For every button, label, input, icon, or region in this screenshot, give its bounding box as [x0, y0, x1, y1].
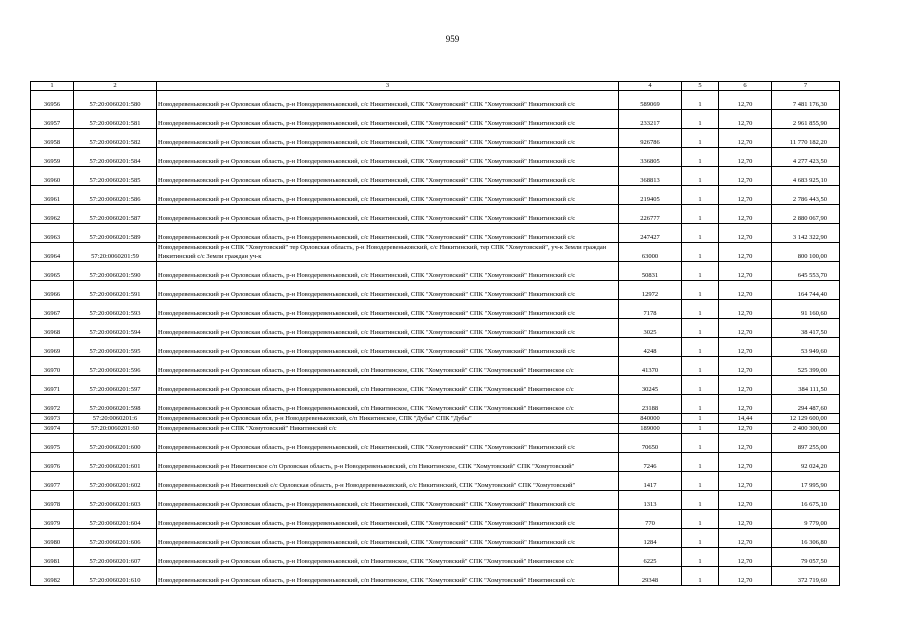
plot-area: 70650 — [619, 434, 682, 453]
table-row — [31, 491, 840, 510]
price-rate: 12,70 — [719, 376, 772, 395]
plot-count: 1 — [682, 529, 719, 548]
table-row — [31, 548, 840, 567]
row-number: 36965 — [31, 262, 74, 281]
price-rate: 12,70 — [719, 424, 772, 434]
row-number: 36980 — [31, 529, 74, 548]
table-row — [31, 453, 840, 472]
price-rate: 12,70 — [719, 395, 772, 414]
plot-area: 219405 — [619, 186, 682, 205]
row-number: 36971 — [31, 376, 74, 395]
table-row — [31, 281, 840, 300]
price-rate: 12,70 — [719, 167, 772, 186]
cadastral-number: 57:20:0060201:590 — [74, 262, 157, 281]
price-rate: 12,70 — [719, 224, 772, 243]
cadastral-value: 92 024,20 — [772, 453, 840, 472]
plot-area: 1284 — [619, 529, 682, 548]
table-row — [31, 338, 840, 357]
cadastral-number: 57:20:0060201:591 — [74, 281, 157, 300]
header-row — [31, 82, 840, 91]
price-rate: 12,70 — [719, 548, 772, 567]
plot-count: 1 — [682, 148, 719, 167]
table-row — [31, 224, 840, 243]
table-row — [31, 529, 840, 548]
plot-description: Новодеревеньковский р-н Орловская область, р-н Новодеревеньковский, с/с Никитинский, СПК "Хомутовский" СПК "Хомутовский" Никитинский с/с — [157, 167, 619, 186]
plot-description: Новодеревеньковский р-н Никитинское с/п Орловская область, р-н Новодеревеньковский, с/п Никитинское, СПК "Хомутовский" СПК "Хомутовский" — [157, 453, 619, 472]
cadastral-value: 800 100,00 — [772, 243, 840, 262]
price-rate: 12,70 — [719, 186, 772, 205]
plot-area: 63000 — [619, 243, 682, 262]
row-number: 36979 — [31, 510, 74, 529]
plot-count: 1 — [682, 472, 719, 491]
cadastral-number: 57:20:0060201:586 — [74, 186, 157, 205]
plot-count: 1 — [682, 205, 719, 224]
cadastral-value: 4 277 423,50 — [772, 148, 840, 167]
plot-description: Новодеревеньковский р-н СПК "Хомутовский" Никитинский с/с — [157, 424, 619, 434]
row-number: 36978 — [31, 491, 74, 510]
cadastral-number: 57:20:0060201:602 — [74, 472, 157, 491]
table-row — [31, 376, 840, 395]
cadastral-number: 57:20:0060201:60 — [74, 424, 157, 434]
cadastral-value: 4 683 925,10 — [772, 167, 840, 186]
cadastral-value: 9 779,00 — [772, 510, 840, 529]
row-number: 36974 — [31, 424, 74, 434]
price-rate: 12,70 — [719, 357, 772, 376]
price-rate: 12,70 — [719, 434, 772, 453]
row-number: 36970 — [31, 357, 74, 376]
plot-count: 1 — [682, 414, 719, 424]
plot-description: Новодеревеньковский р-н Орловская область, р-н Новодеревеньковский, с/с Никитинский, СПК "Хомутовский" СПК "Хомутовский" Никитинский с/с — [157, 148, 619, 167]
plot-count: 1 — [682, 567, 719, 586]
price-rate: 12,70 — [719, 491, 772, 510]
cadastral-value: 2 961 855,90 — [772, 110, 840, 129]
plot-count: 1 — [682, 110, 719, 129]
plot-description: Новодеревеньковский р-н Орловская область, р-н Новодеревеньковский, с/с Никитинский, СПК "Хомутовский" СПК "Хомутовский" Никитинский с/с — [157, 129, 619, 148]
plot-area: 12972 — [619, 281, 682, 300]
plot-description: Новодеревеньковский р-н Орловская область, р-н Новодеревеньковский, с/с Никитинский, СПК "Хомутовский" СПК "Хомутовский" Никитинский с/с — [157, 510, 619, 529]
column-header: 1 — [31, 82, 74, 91]
cadastral-number: 57:20:0060201:594 — [74, 319, 157, 338]
plot-area: 368813 — [619, 167, 682, 186]
column-header: 4 — [619, 82, 682, 91]
row-number: 36973 — [31, 414, 74, 424]
plot-area: 3025 — [619, 319, 682, 338]
cadastral-value: 384 111,50 — [772, 376, 840, 395]
plot-count: 1 — [682, 453, 719, 472]
cadastral-number: 57:20:0060201:580 — [74, 91, 157, 110]
table-row — [31, 186, 840, 205]
plot-count: 1 — [682, 434, 719, 453]
price-rate: 12,70 — [719, 148, 772, 167]
cadastral-number: 57:20:0060201:596 — [74, 357, 157, 376]
row-number: 36977 — [31, 472, 74, 491]
plot-area: 23188 — [619, 395, 682, 414]
cadastral-value: 16 675,10 — [772, 491, 840, 510]
row-number: 36975 — [31, 434, 74, 453]
plot-description: Новодеревеньковский р-н Орловская область, р-н Новодеревеньковский, с/с Никитинский, СПК "Хомутовский" СПК "Хомутовский" Никитинский с/с — [157, 338, 619, 357]
price-rate: 12,70 — [719, 243, 772, 262]
plot-area: 840000 — [619, 414, 682, 424]
plot-count: 1 — [682, 129, 719, 148]
plot-count: 1 — [682, 395, 719, 414]
table-row — [31, 414, 840, 424]
plot-area: 1417 — [619, 472, 682, 491]
table-row — [31, 424, 840, 434]
row-number: 36981 — [31, 548, 74, 567]
price-rate: 12,70 — [719, 281, 772, 300]
plot-count: 1 — [682, 548, 719, 567]
table-row — [31, 395, 840, 414]
plot-description: Новодеревеньковский р-н Орловская область, р-н Новодеревеньковский, с/с Никитинский, СПК "Хомутовский" СПК "Хомутовский" Никитинский с/с — [157, 281, 619, 300]
cadastral-value: 38 417,50 — [772, 319, 840, 338]
row-number: 36961 — [31, 186, 74, 205]
plot-description: Новодеревеньковский р-н Орловская область, р-н Новодеревеньковский, с/с Никитинский, СПК "Хомутовский" СПК "Хомутовский" Никитинский с/с — [157, 186, 619, 205]
cadastral-number: 57:20:0060201:581 — [74, 110, 157, 129]
column-header: 6 — [719, 82, 772, 91]
plot-area: 233217 — [619, 110, 682, 129]
cadastral-value: 53 949,60 — [772, 338, 840, 357]
cadastral-number: 57:20:0060201:593 — [74, 300, 157, 319]
table-row — [31, 510, 840, 529]
plot-area: 41370 — [619, 357, 682, 376]
cadastral-number: 57:20:0060201:589 — [74, 224, 157, 243]
column-header: 5 — [682, 82, 719, 91]
cadastral-value: 897 255,00 — [772, 434, 840, 453]
cadastral-number: 57:20:0060201:59 — [74, 243, 157, 262]
cadastral-number: 57:20:0060201:606 — [74, 529, 157, 548]
plot-count: 1 — [682, 491, 719, 510]
price-rate: 12,70 — [719, 529, 772, 548]
plot-count: 1 — [682, 357, 719, 376]
cadastral-number: 57:20:0060201:587 — [74, 205, 157, 224]
cadastral-number: 57:20:0060201:595 — [74, 338, 157, 357]
table-row — [31, 262, 840, 281]
cadastral-number: 57:20:0060201:6 — [74, 414, 157, 424]
row-number: 36976 — [31, 453, 74, 472]
table-row — [31, 205, 840, 224]
price-rate: 12,70 — [719, 129, 772, 148]
plot-area: 189000 — [619, 424, 682, 434]
table-row — [31, 300, 840, 319]
price-rate: 12,70 — [719, 510, 772, 529]
cadastral-value: 12 129 600,00 — [772, 414, 840, 424]
price-rate: 12,70 — [719, 338, 772, 357]
plot-count: 1 — [682, 186, 719, 205]
row-number: 36967 — [31, 300, 74, 319]
row-number: 36960 — [31, 167, 74, 186]
plot-area: 7246 — [619, 453, 682, 472]
row-number: 36964 — [31, 243, 74, 262]
cadastral-number: 57:20:0060201:598 — [74, 395, 157, 414]
plot-area: 50831 — [619, 262, 682, 281]
plot-area: 6225 — [619, 548, 682, 567]
cadastral-number: 57:20:0060201:604 — [74, 510, 157, 529]
cadastral-number: 57:20:0060201:607 — [74, 548, 157, 567]
plot-area: 30245 — [619, 376, 682, 395]
plot-description: Новодеревеньковский р-н Орловская область, р-н Новодеревеньковский, с/с Никитинский, СПК "Хомутовский" СПК "Хомутовский" Никитинский с/с — [157, 262, 619, 281]
column-header: 2 — [74, 82, 157, 91]
cadastral-value: 3 142 322,90 — [772, 224, 840, 243]
price-rate: 14,44 — [719, 414, 772, 424]
plot-description: Новодеревеньковский р-н Орловская область, р-н Новодеревеньковский, с/с Никитинский, СПК "Хомутовский" СПК "Хомутовский" Никитинский с/с — [157, 110, 619, 129]
plot-description: Новодеревеньковский р-н Орловская область, р-н Новодеревеньковский, с/п Никитинское, СПК "Хомутовский" СПК "Хомутовский" Никитинское с/с — [157, 357, 619, 376]
plot-area: 7178 — [619, 300, 682, 319]
price-rate: 12,70 — [719, 91, 772, 110]
cadastral-value: 17 995,90 — [772, 472, 840, 491]
plot-area: 4248 — [619, 338, 682, 357]
price-rate: 12,70 — [719, 453, 772, 472]
row-number: 36972 — [31, 395, 74, 414]
row-number: 36962 — [31, 205, 74, 224]
table-row — [31, 243, 840, 262]
price-rate: 12,70 — [719, 472, 772, 491]
plot-area: 926786 — [619, 129, 682, 148]
cadastral-number: 57:20:0060201:597 — [74, 376, 157, 395]
cadastral-value: 164 744,40 — [772, 281, 840, 300]
plot-description: Новодеревеньковский р-н Орловская область, р-н Новодеревеньковский, с/п Никитинское, СПК "Хомутовский" СПК "Хомутовский" Никитинский с/с — [157, 567, 619, 586]
cadastral-number: 57:20:0060201:600 — [74, 434, 157, 453]
row-number: 36958 — [31, 129, 74, 148]
cadastral-number: 57:20:0060201:582 — [74, 129, 157, 148]
table-row — [31, 110, 840, 129]
cadastral-number: 57:20:0060201:603 — [74, 491, 157, 510]
price-rate: 12,70 — [719, 319, 772, 338]
cadastral-value: 294 487,60 — [772, 395, 840, 414]
cadastral-value: 2 786 443,50 — [772, 186, 840, 205]
plot-area: 770 — [619, 510, 682, 529]
plot-description: Новодеревеньковский р-н Орловская область, р-н Новодеревеньковский, с/с Никитинский, СПК "Хомутовский" СПК "Хомутовский" Никитинский с/с — [157, 491, 619, 510]
plot-count: 1 — [682, 376, 719, 395]
plot-description: Новодеревеньковский р-н Орловская область, р-н Новодеревеньковский, с/с Никитинский, СПК "Хомутовский" СПК "Хомутовский" Никитинский с/с — [157, 319, 619, 338]
price-rate: 12,70 — [719, 300, 772, 319]
row-number: 36969 — [31, 338, 74, 357]
table-row — [31, 129, 840, 148]
plot-count: 1 — [682, 224, 719, 243]
cadastral-number: 57:20:0060201:601 — [74, 453, 157, 472]
cadastral-value: 79 057,50 — [772, 548, 840, 567]
row-number: 36957 — [31, 110, 74, 129]
row-number: 36982 — [31, 567, 74, 586]
price-rate: 12,70 — [719, 567, 772, 586]
cadastral-value: 645 553,70 — [772, 262, 840, 281]
plot-area: 29348 — [619, 567, 682, 586]
row-number: 36959 — [31, 148, 74, 167]
row-number: 36956 — [31, 91, 74, 110]
cadastral-value: 7 481 176,30 — [772, 91, 840, 110]
table-row — [31, 319, 840, 338]
row-number: 36968 — [31, 319, 74, 338]
cadastral-number: 57:20:0060201:584 — [74, 148, 157, 167]
cadastral-value: 16 306,80 — [772, 529, 840, 548]
column-header: 3 — [157, 82, 619, 91]
plot-count: 1 — [682, 338, 719, 357]
column-header: 7 — [772, 82, 840, 91]
table-row — [31, 472, 840, 491]
cadastral-value: 372 719,60 — [772, 567, 840, 586]
plot-description: Новодеревеньковский р-н Орловская область, р-н Новодеревеньковский, с/п Никитинское, СПК "Хомутовский" СПК "Хомутовский" Никитинское с/с — [157, 376, 619, 395]
price-rate: 12,70 — [719, 262, 772, 281]
table-row — [31, 91, 840, 110]
plot-description: Новодеревеньковский р-н Орловская область, р-н Новодеревеньковский, с/с Никитинский, СПК "Хомутовский" СПК "Хомутовский" Никитинский с/с — [157, 91, 619, 110]
table-row — [31, 167, 840, 186]
plot-description: Новодеревеньковский р-н СПК "Хомутовский" тер Орловская область, р-н Новодеревеньковский, с/с Никитинский, тер СПК "Хомутовский", уч-к Земли граждан Никитинский с/с Земли граждан уч-к — [157, 243, 619, 262]
plot-area: 226777 — [619, 205, 682, 224]
plot-description: Новодеревеньковский р-н Орловская область, р-н Новодеревеньковский, с/с Никитинский, СПК "Хомутовский" СПК "Хомутовский" Никитинский с/с — [157, 300, 619, 319]
plot-area: 589069 — [619, 91, 682, 110]
plot-count: 1 — [682, 243, 719, 262]
cadastral-value: 525 399,00 — [772, 357, 840, 376]
plot-area: 247427 — [619, 224, 682, 243]
cadastral-value: 2 880 067,90 — [772, 205, 840, 224]
row-number: 36966 — [31, 281, 74, 300]
cadastral-value: 11 770 182,20 — [772, 129, 840, 148]
price-rate: 12,70 — [719, 110, 772, 129]
table-row — [31, 357, 840, 376]
plot-description: Новодеревеньковский р-н Орловская область, р-н Новодеревеньковский, с/с Никитинский, СПК "Хомутовский" СПК "Хомутовский" Никитинский с/с — [157, 205, 619, 224]
plot-area: 1313 — [619, 491, 682, 510]
row-number: 36963 — [31, 224, 74, 243]
plot-description: Новодеревеньковский р-н Орловская область, р-н Новодеревеньковский, с/п Никитинское, СПК "Хомутовский" СПК "Хомутовский" Никитинское с/с — [157, 548, 619, 567]
table-row — [31, 434, 840, 453]
plot-description: Новодеревеньковский р-н Орловская область, р-н Новодеревеньковский, с/с Никитинский, СПК "Хомутовский" СПК "Хомутовский" Никитинский с/с — [157, 434, 619, 453]
plot-area: 336805 — [619, 148, 682, 167]
plot-count: 1 — [682, 510, 719, 529]
plot-count: 1 — [682, 167, 719, 186]
cadastral-value: 91 160,60 — [772, 300, 840, 319]
plot-description: Новодеревеньковский р-н Никитинский с/с Орловская область, р-н Новодеревеньковский, с/с Никитинский, СПК "Хомутовский" СПК "Хомутовский" — [157, 472, 619, 491]
plot-count: 1 — [682, 281, 719, 300]
cadastral-number: 57:20:0060201:610 — [74, 567, 157, 586]
plot-count: 1 — [682, 424, 719, 434]
cadastral-number: 57:20:0060201:585 — [74, 167, 157, 186]
plot-description: Новодеревеньковский р-н Орловская область, р-н Новодеревеньковский, с/с Никитинский, СПК "Хомутовский" СПК "Хомутовский" Никитинский с/с — [157, 529, 619, 548]
plot-description: Новодеревеньковский р-н Орловская область, р-н Новодеревеньковский, с/п Никитинское, СПК "Хомутовский" СПК "Хомутовский" Никитинское с/с — [157, 395, 619, 414]
land-plots-table — [30, 81, 840, 586]
table-row — [31, 567, 840, 586]
plot-count: 1 — [682, 262, 719, 281]
page-number: 959 — [445, 34, 460, 44]
price-rate: 12,70 — [719, 205, 772, 224]
plot-count: 1 — [682, 300, 719, 319]
plot-description: Новодеревеньковский р-н Орловская область, р-н Новодеревеньковский, с/с Никитинский, СПК "Хомутовский" СПК "Хомутовский" Никитинский с/с — [157, 224, 619, 243]
plot-description: Новодеревеньковский р-н Орловская обл, р-н Новодеревеньковский, с/п Никитинское, СПК "Дубы" СПК "Дубы" — [157, 414, 619, 424]
plot-count: 1 — [682, 91, 719, 110]
plot-count: 1 — [682, 319, 719, 338]
table-row — [31, 148, 840, 167]
cadastral-value: 2 400 300,00 — [772, 424, 840, 434]
